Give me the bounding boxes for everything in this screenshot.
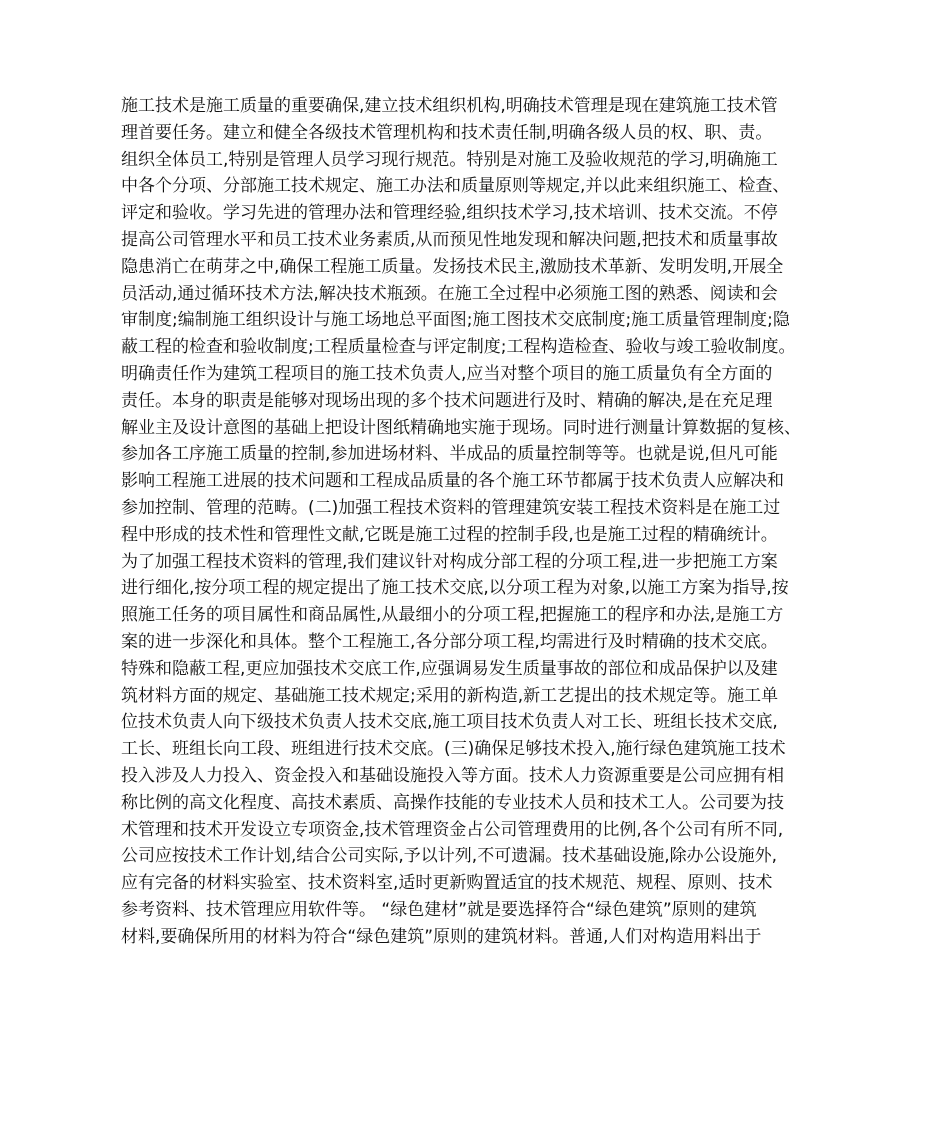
text-line: 应有完备的材料实验室、技术资料室,适时更新购置适宜的技术规范、规程、原则、技术 (121, 873, 773, 894)
text-line: 特殊和隐蔽工程,更应加强技术交底工作,应强调易发生质量事故的部位和成品保护以及建 (121, 658, 778, 679)
text-line: 责任。本身的职责是能够对现场出现的多个技术问题进行及时、精确的解决,是在充足理 (121, 390, 773, 411)
text-line: 中各个分项、分部施工技术规定、施工办法和质量原则等规定,并以此来组织施工、检查、 (121, 176, 790, 197)
text-line: 进行细化,按分项工程的规定提出了施工技术交底,以分项工程为对象,以施工方案为指导,按 (121, 578, 789, 599)
text-line: 案的进一步深化和具体。整个工程施工,各分部分项工程,均需进行及时精确的技术交底。 (121, 631, 778, 652)
text-line: 投入涉及人力投入、资金投入和基础设施投入等方面。技术人力资源重要是公司应拥有相 (121, 765, 784, 786)
text-line: 组织全体员工,特别是管理人员学习现行规范。特别是对施工及验收规范的学习,明确施工 (121, 149, 778, 170)
text-line: 评定和验收。学习先进的管理办法和管理经验,组织技术学习,技术培训、技术交流。不停 (121, 203, 778, 224)
text-line: 工长、班组长向工段、班组进行技术交底。(三)确保足够技术投入,施行绿色建筑施工技术 (121, 739, 786, 760)
text-line: 审制度;编制施工组织设计与施工场地总平面图;施工图技术交底制度;施工质量管理制度;隐 (121, 310, 790, 331)
text-line: 隐患消亡在萌芽之中,确保工程施工质量。发扬技术民主,激励技术革新、发明发明,开展全 (121, 256, 784, 277)
text-line: 施工技术是施工质量的重要确保,建立技术组织机构,明确技术管理是现在建筑施工技术管 (121, 96, 778, 116)
text-line: 位技术负责人向下级技术负责人技术交底,施工项目技术负责人对工长、班组长技术交底, (121, 712, 778, 733)
text-line: 解业主及设计意图的基础上把设计图纸精确地实施于现场。同时进行测量计算数据的复核、 (121, 417, 801, 438)
text-line: 参考资料、技术管理应用软件等。 “绿色建材”就是要选择符合“绿色建筑”原则的建筑 (121, 899, 757, 920)
text-line: 程中形成的技术性和管理性文献,它既是施工过程的控制手段,也是施工过程的精确统计。 (121, 524, 778, 545)
text-line: 筑材料方面的规定、基础施工技术规定;采用的新构造,新工艺提出的技术规定等。施工单 (121, 685, 779, 706)
body-text (121, 93, 841, 951)
text-line: 提高公司管理水平和员工技术业务素质,从而预见性地发现和解决问题,把技术和质量事故 (121, 229, 778, 250)
text-line: 照施工任务的项目属性和商品属性,从最细小的分项工程,把握施工的程序和办法,是施工方 (121, 605, 784, 626)
text-line: 蔽工程的检查和验收制度;工程质量检查与评定制度;工程构造检查、验收与竣工验收制度。 (121, 337, 796, 358)
text-line: 术管理和技术开发设立专项资金,技术管理资金占公司管理费用的比例,各个公司有所不同, (121, 819, 784, 840)
text-line: 参加各工序施工质量的控制,参加进场材料、半成品的质量控制等等。也就是说,但凡可能 (121, 444, 778, 465)
text-line: 理首要任务。建立和健全各级技术管理机构和技术责任制,明确各级人员的权、职、责。 (121, 122, 773, 143)
text-line: 参加控制、管理的范畴。(二)加强工程技术资料的管理建筑安装工程技术资料是在施工过 (121, 497, 781, 518)
text-line: 影响工程施工进展的技术问题和工程成品质量的各个施工环节都属于技术负责人应解决和 (121, 471, 784, 492)
text-line: 为了加强工程技术资料的管理,我们建议针对构成分部工程的分项工程,进一步把施工方案 (121, 551, 778, 572)
text-line: 明确责任作为建筑工程项目的施工技术负责人,应当对整个项目的施工质量负有全方面的 (121, 363, 773, 384)
text-line: 称比例的高文化程度、高技术素质、高操作技能的专业技术人员和技术工人。公司要为技 (121, 792, 784, 813)
text-line: 公司应按技术工作计划,结合公司实际,予以计列,不可遗漏。技术基础设施,除办公设施外, (121, 846, 778, 867)
text-line: 员活动,通过循环技术方法,解决技术瓶颈。在施工全过程中必须施工图的熟悉、阅读和会 (121, 283, 778, 304)
text-line: 材料,要确保所用的材料为符合“绿色建筑”原则的建筑材料。普通,人们对构造用料出于 (121, 926, 762, 947)
